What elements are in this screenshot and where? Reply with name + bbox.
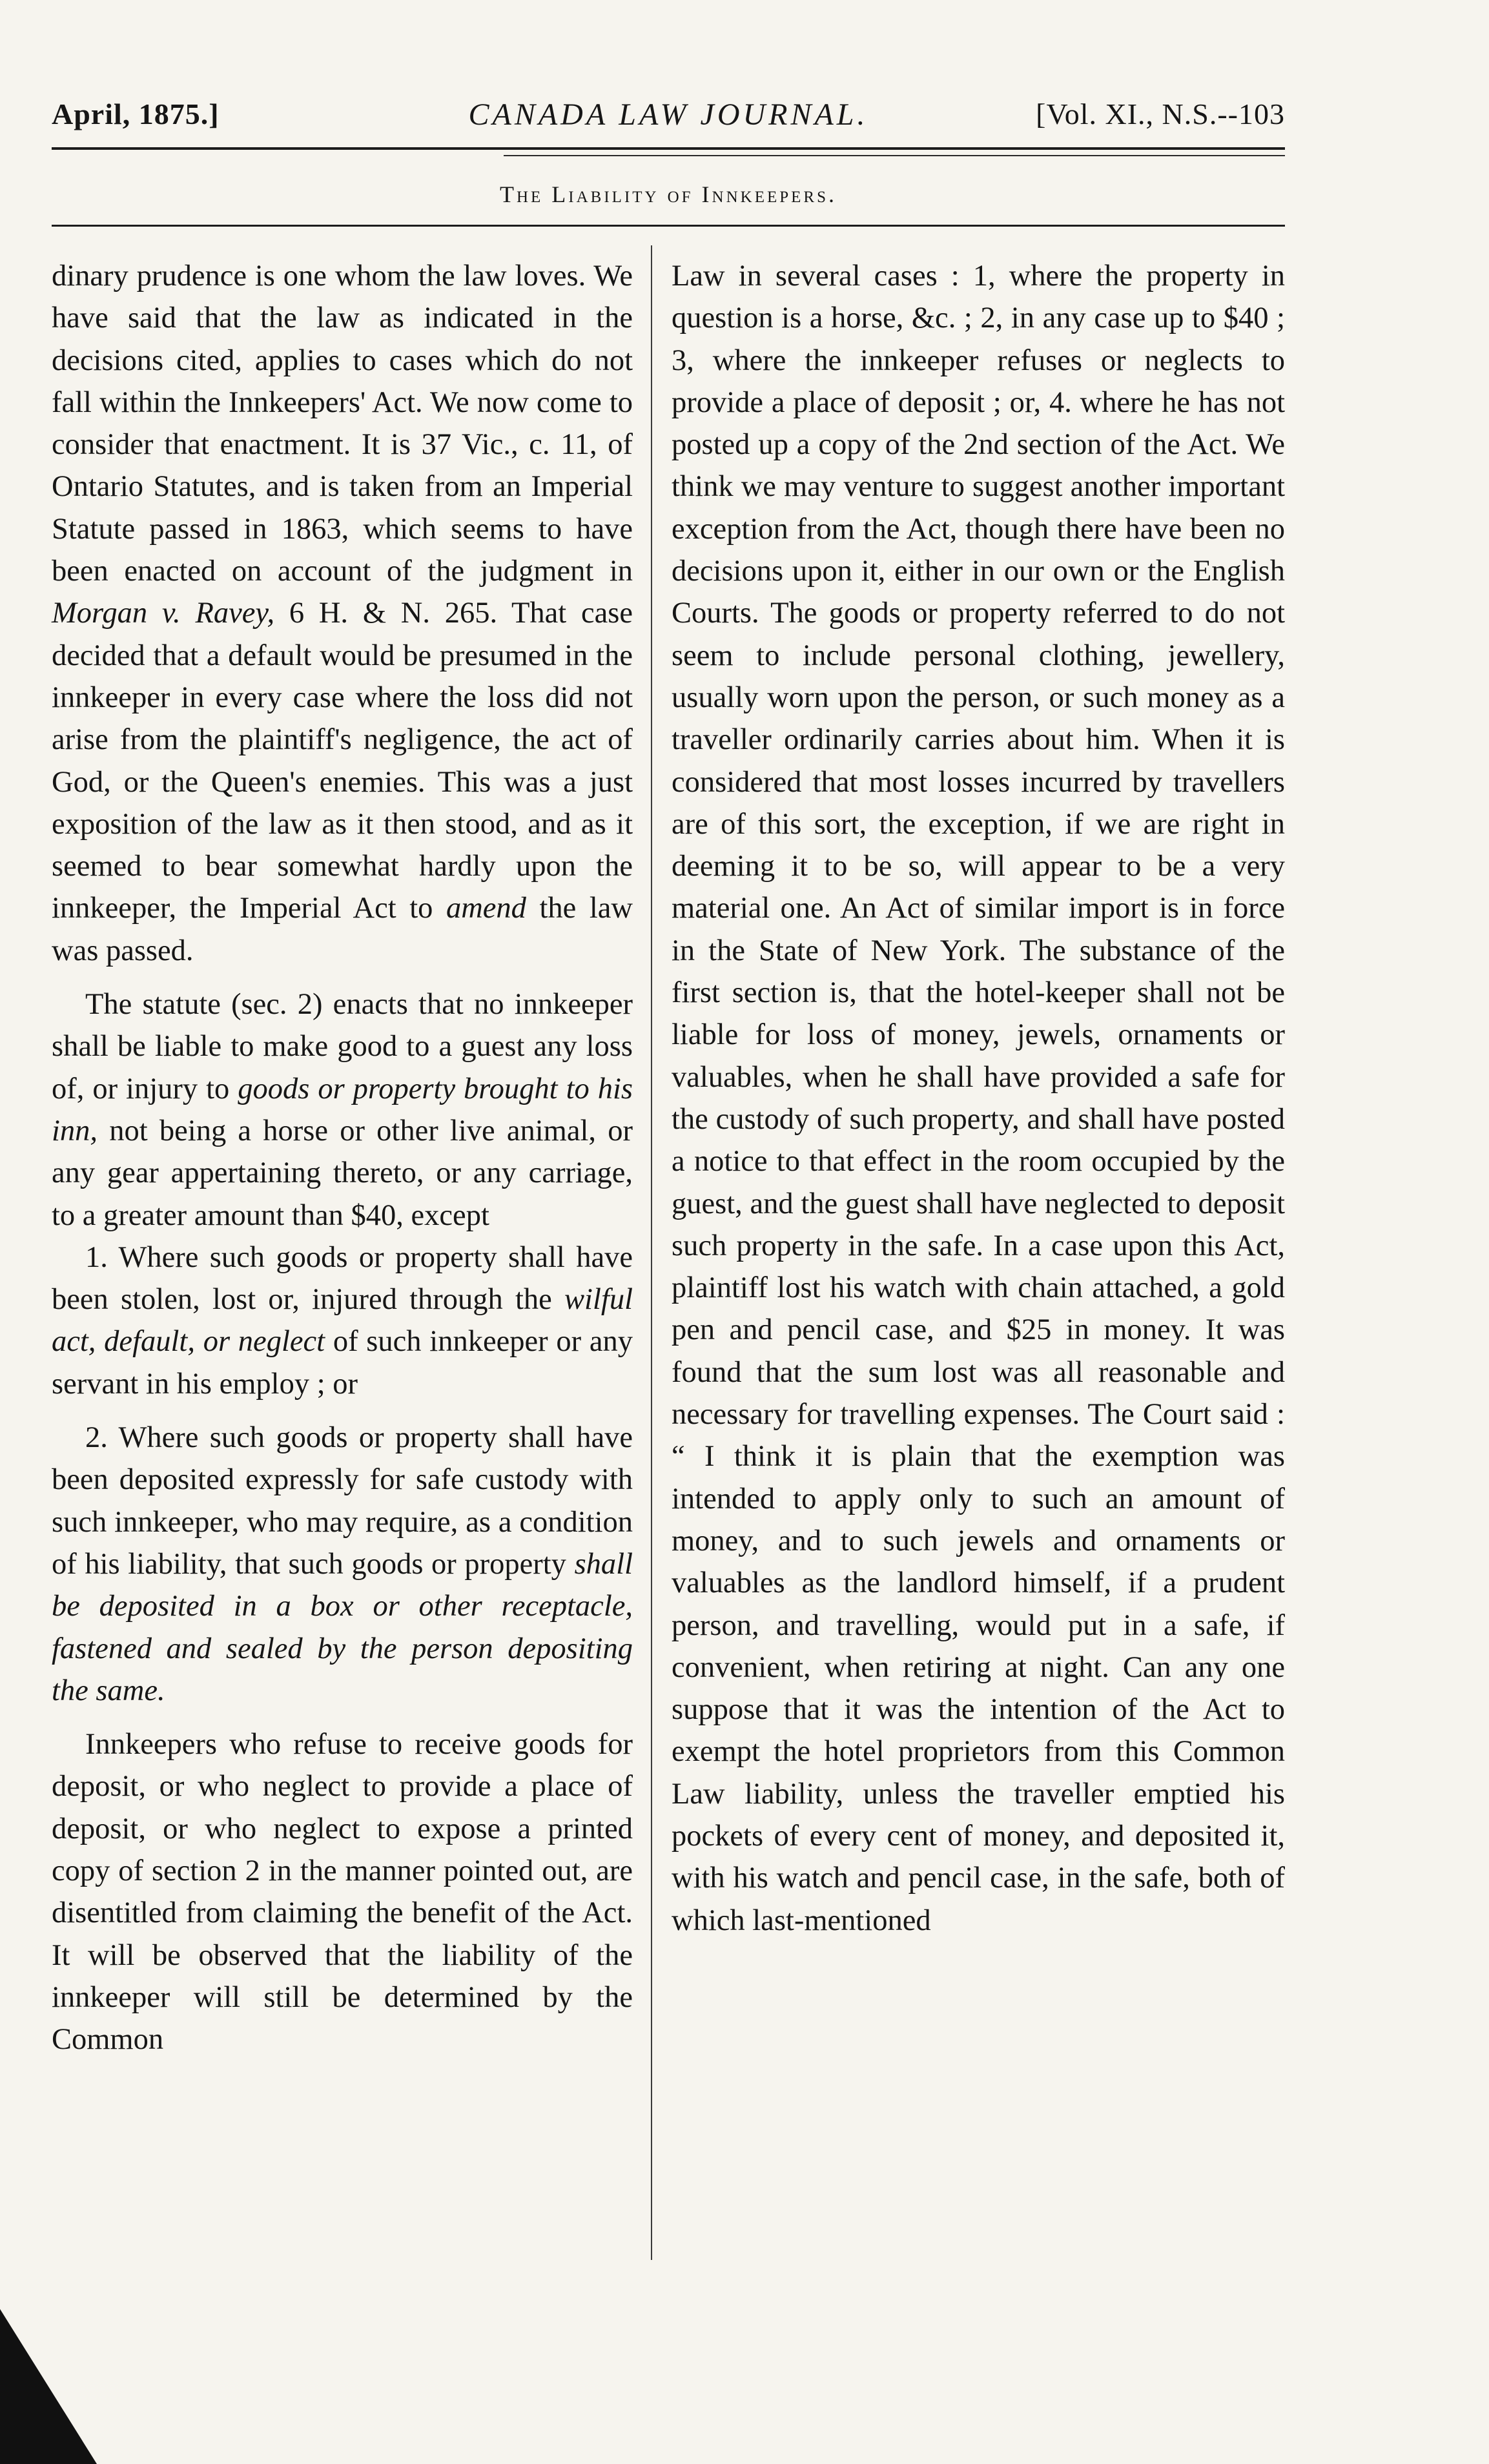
page-binding-shadow: [0, 2309, 97, 2464]
title-rule: [52, 225, 1285, 227]
text-run: the law was passed.: [52, 892, 633, 967]
text-run: 1. Where such goods or property shall have been stolen, lost or, injured through the: [52, 1240, 633, 1317]
paragraph-1: [52, 255, 633, 972]
paragraph-5: Innkeepers who refuse to receive goods for deposit, or who neglect to provide a place of deposit, or who neglect to expose a printed copy of section 2 in the manner pointed out, are disentitled from claiming the benefit of the Act. It will be observed that the liability of the innkeeper will still be determined by the Common: [52, 1728, 633, 2057]
paragraph-2: [52, 983, 633, 1237]
right-column: [672, 255, 1285, 1942]
header-journal-title: CANADA LAW JOURNAL.: [468, 98, 868, 132]
header-rule: [52, 147, 1285, 150]
emphasis: shall be deposited in a box or other receptacle, fastened and sealed by the person depositing the same.: [52, 1547, 633, 1707]
text-run: The statute (sec. 2) enacts that no innkeeper shall be liable to make good to a guest any loss of, or injury to: [52, 988, 633, 1105]
text-run: of such innkeeper or any servant in his employ ; or: [52, 1325, 633, 1401]
section-title: The Liability of Innkeepers.: [499, 181, 837, 207]
running-head: [52, 97, 1285, 149]
header-volume: [Vol. XI., N.S.--103: [1036, 98, 1285, 130]
text-run: not being a horse or other live animal, or any gear appertaining thereto, or any carriage, to a greater amount than $40, except: [52, 1114, 633, 1232]
emphasis: goods or property brought to his inn,: [52, 1072, 633, 1147]
text-run: 6 H. & N. 265. That case decided that a default would be presumed in the innkeeper in every case where the loss did not arise from the plaintiff's negligence, the act of God, or the Queen's enemies. This was a just exposition of the law as it then stood, and as it seemed to bear somewhat hardly upon the innkeeper, the Imperial Act to: [52, 597, 633, 925]
header-rule-thin: [504, 155, 1285, 156]
column-divider: [651, 245, 652, 2260]
case-citation: Morgan v. Ravey,: [52, 597, 275, 630]
header-date: April, 1875.]: [52, 98, 220, 130]
emphasis: amend: [446, 892, 526, 925]
text-run: 2. Where such goods or property shall have been deposited expressly for safe custody with such innkeeper, who may require, as a condition of his liability, that such goods or property: [52, 1421, 633, 1581]
exception-2: [52, 1417, 633, 1712]
text-run: dinary prudence is one whom the law loves. We have said that the law as indicated in the decisions cited, applies to cases which do not fall within the Innkeepers' Act. We now come to consider that enactment. It is 37 Vic., c. 11, of Ontario Statutes, and is taken from an Imperial Statute passed in 1863, which seems to have been enacted on account of the judgment in: [52, 260, 633, 588]
left-column: [52, 255, 633, 2060]
right-column-text: Law in several cases : 1, where the property in question is a horse, &c. ; 2, in any case up to $40 ; 3, where the innkeeper refuses or neglects to provide a place of deposit ; or, 4. where he has not posted up a copy of the 2nd section of the Act. We think we may venture to suggest another important exception from the Act, though there have been no decisions upon it, either in our own or the English Courts. The goods or property referred to do not seem to include personal clothing, jewellery, usually worn upon the person, or such money as a traveller ordinarily carries about him. When it is considered that most losses incurred by travellers are of this sort, the exception, if we are right in deeming it to be so, will appear to be a very material one. An Act of similar import is in force in the State of New York. The substance of the first section is, that the hotel-keeper shall not be liable for loss of money, jewels, ornaments or valuables, when he shall have provided a safe for the custody of such property, and shall have posted a notice to that effect in the room occupied by the guest, and the guest shall have neglected to deposit such property in the safe. In a case upon this Act, plaintiff lost his watch with chain attached, a gold pen and pencil case, and $25 in money. It was found that the sum lost was all reasonable and necessary for travelling expenses. The Court said : “ I think it is plain that the exemption was intended to apply only to such an amount of money, and to such jewels and ornaments or valuables as the landlord himself, if a prudent person, and travelling, would put in a safe, if convenient, when retiring at night. Can any one suppose that it was the intention of the Act to exempt the hotel proprietors from this Common Law liability, unless the traveller emptied his pockets of every cent of money, and deposited it, with his watch and pencil case, in the safe, both of which last-mentioned: [672, 260, 1285, 1937]
emphasis: wilful act, default, or neglect: [52, 1283, 633, 1359]
exception-1: [52, 1237, 633, 1405]
